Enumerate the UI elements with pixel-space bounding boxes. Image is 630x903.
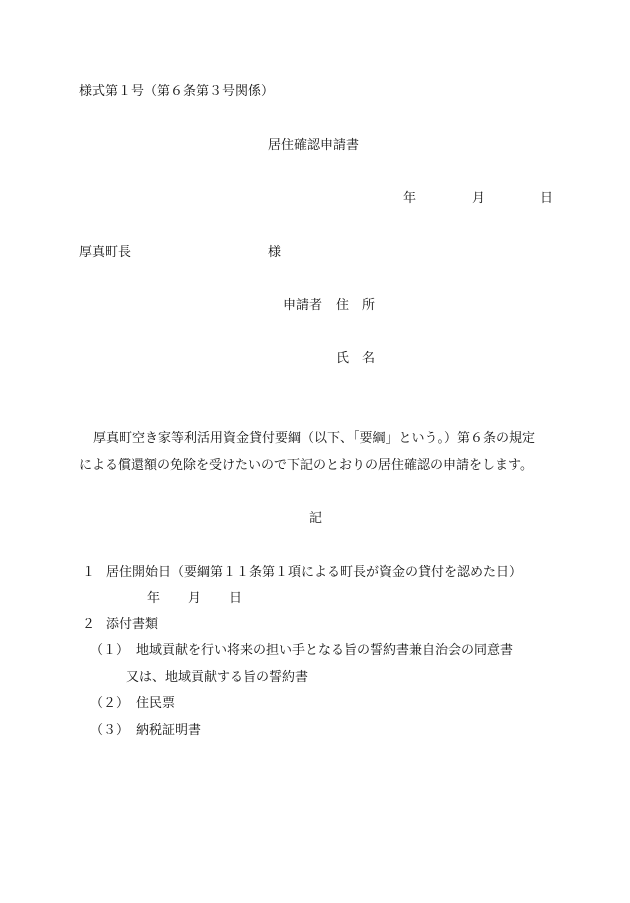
sub-item-3-text: 納税証明書: [136, 723, 202, 738]
item-1-date-month: 月: [188, 591, 202, 606]
addressee-name: 厚真町長: [79, 245, 132, 260]
body-text-line-2: による償還額の免除を受けたいので下記のとおりの居住確認の申請をします。: [79, 458, 533, 473]
document-title: 居住確認申請書: [268, 138, 360, 153]
item-1-number: １: [82, 565, 96, 580]
sub-item-1-text: 地域貢献を行い将来の担い手となる旨の誓約書兼自治会の同意書: [136, 643, 514, 658]
ki-heading: 記: [309, 511, 323, 526]
date-month-label: 月: [472, 191, 486, 206]
applicant-label: 申請者: [283, 298, 323, 313]
item-2-text: 添付書類: [106, 617, 159, 632]
sub-item-3-number: （３）: [90, 723, 130, 738]
sub-item-2-text: 住民票: [136, 696, 176, 711]
form-number: 様式第１号（第６条第３号関係）: [79, 84, 275, 99]
applicant-address-label: 住 所: [336, 298, 376, 313]
item-2-number: ２: [82, 617, 96, 632]
body-text-line-1: 厚真町空き家等利活用資金貸付要綱（以下、「要綱」という。）第６条の規定: [93, 431, 536, 446]
sub-item-1-continuation: 又は、地域貢献する旨の誓約書: [126, 670, 309, 685]
date-year-label: 年: [403, 191, 417, 206]
date-day-label: 日: [540, 191, 554, 206]
item-1-date-day: 日: [229, 591, 243, 606]
applicant-name-label: 氏 名: [336, 351, 376, 366]
sub-item-2-number: （２）: [90, 696, 130, 711]
item-1-text: 居住開始日（要綱第１１条第１項による町長が資金の貸付を認めた日）: [106, 565, 523, 580]
sub-item-1-number: （１）: [90, 643, 130, 658]
item-1-date-year: 年: [147, 591, 161, 606]
addressee-honorific: 様: [268, 245, 282, 260]
